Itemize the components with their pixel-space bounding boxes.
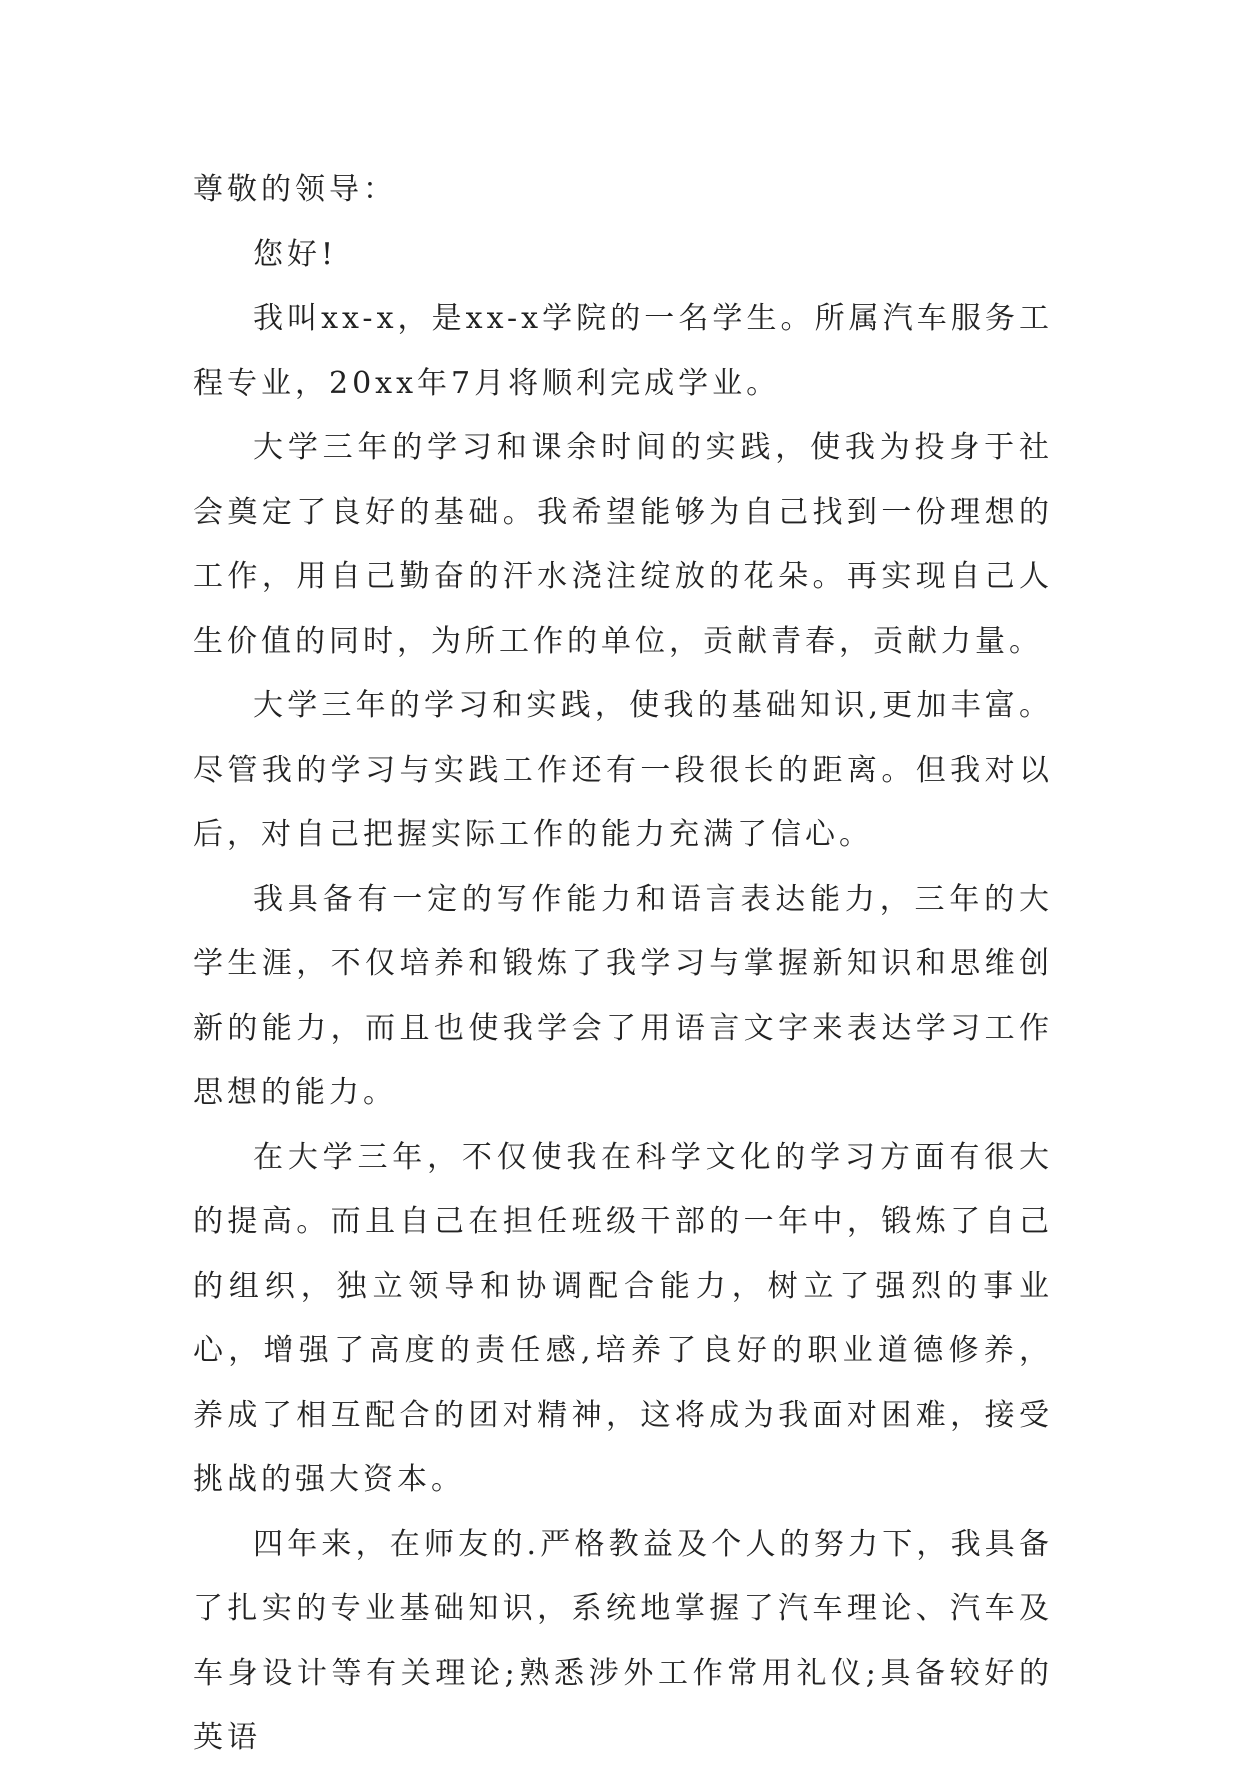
salutation: 尊敬的领导： — [193, 172, 397, 207]
knowledge-paragraph: 大学三年的学习和实践，使我的基础知识,更加丰富。尽管我的学习与实践工作还有一段很长的距离。但我对以后，对自己把握实际工作的能力充满了信心。 — [193, 688, 1053, 852]
letter-body — [193, 158, 1053, 1771]
practice-paragraph: 大学三年的学习和课余时间的实践，使我为投身于社会奠定了良好的基础。我希望能够为自己找到一份理想的工作，用自己勤奋的汗水浇注绽放的花朵。再实现自己人生价值的同时，为所工作的单位，贡献青春，贡献力量。 — [193, 430, 1053, 659]
greeting-paragraph: 您好! — [253, 236, 338, 272]
professional-skills-paragraph: 四年来，在师友的.严格教益及个人的努力下，我具备了扎实的专业基础知识，系统地掌握了汽车理论、汽车及车身设计等有关理论;熟悉涉外工作常用礼仪;具备较好的英语 — [193, 1526, 1053, 1755]
introduction-paragraph: 我叫xx-x，是xx-x学院的一名学生。所属汽车服务工程专业，20xx年7月将顺利完成学业。 — [193, 301, 1053, 401]
leadership-paragraph: 在大学三年，不仅使我在科学文化的学习方面有很大的提高。而且自己在担任班级干部的一年中，锻炼了自己的组织，独立领导和协调配合能力，树立了强烈的事业心，增强了高度的责任感,培养了良好的职业道德修养，养成了相互配合的团对精神，这将成为我面对困难，接受挑战的强大资本。 — [193, 1139, 1053, 1497]
writing-ability-paragraph: 我具备有一定的写作能力和语言表达能力，三年的大学生涯，不仅培养和锻炼了我学习与掌握新知识和思维创新的能力，而且也使我学会了用语言文字来表达学习工作思想的能力。 — [193, 881, 1053, 1110]
